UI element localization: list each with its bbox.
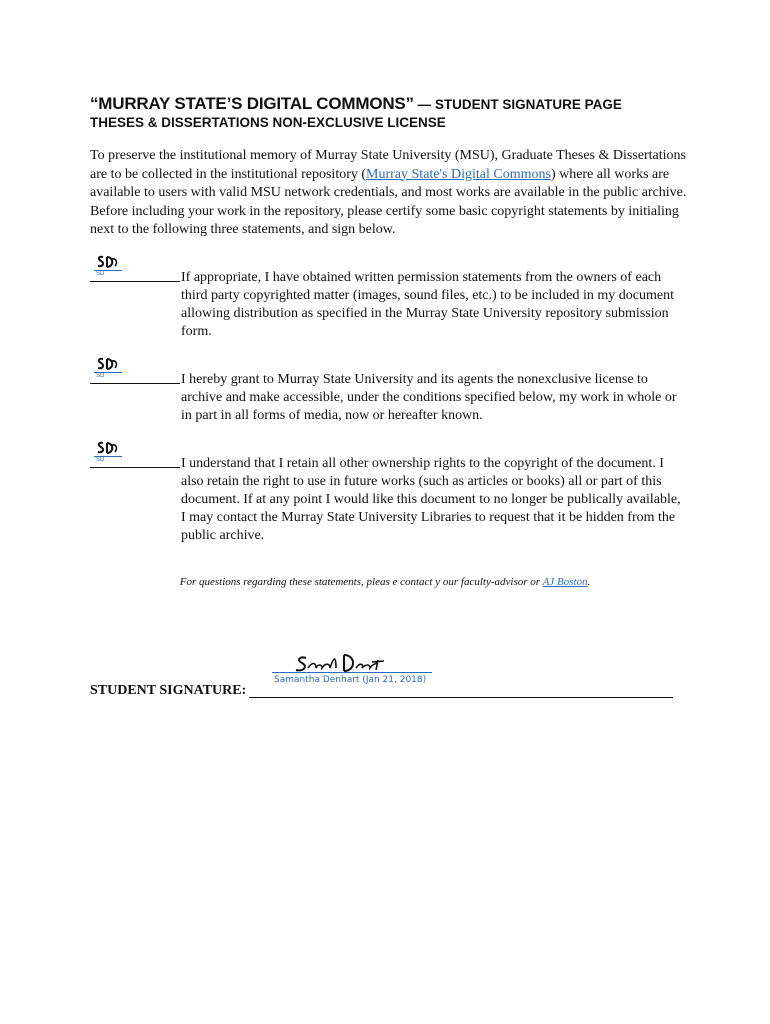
initials-text: SD [96,457,105,463]
page-title [90,94,710,114]
initials-mark-icon [94,356,122,372]
initials-field-2[interactable] [90,356,182,386]
intro-text-after: ) where all works are available to users with valid MSU network credentials, and most works are available in the public archive. Before including your work in the repository, please certify some basic copyright statements by initialing next to the following three statements, and sign below. [90,166,687,237]
intro-text-before: To preserve the institutional memory of Murray State University (MSU), Graduate Theses & Dissertations are to be collected in the institutional repository ( [90,148,686,182]
title-sub: — STUDENT SIGNATURE PAGE [413,97,622,112]
initials-text: SD [96,373,105,379]
page-subtitle: THESES & DISSERTATIONS NON-EXCLUSIVE LICENSE [90,115,446,130]
initials-mark-icon [94,440,122,456]
initials-field-1[interactable] [90,254,182,284]
title-main: “MURRAY STATE’S DIGITAL COMMONS” [90,94,414,113]
questions-note [0,576,770,588]
digital-commons-link[interactable]: Murray State's Digital Commons [366,166,551,182]
statement-3: I understand that I retain all other ownership rights to the copyright of the document. I also retain the right to use in future works (such as articles or books) all or part of this document. If at any point I would like this document to no longer be publically available, I may contact the Murray State University Libraries to request that it be hidden from the public archive. [181,456,681,543]
questions-note-text: For questions regarding these statements, pleas e contact y our faculty-advisor or [179,576,543,588]
aj-boston-link[interactable]: AJ Boston [542,576,588,588]
statement-1: If appropriate, I have obtained written permission statements from the owners of each third party copyrighted matter (images, sound files, etc.) to be included in my document allowing distribution as specified in the Murray State University repository submission form. [181,270,674,339]
statement-2: I hereby grant to Murray State University and its agents the nonexclusive license to archive and make accessible, under the conditions specified below, my work in whole or in part in all forms of media, now or hereafter known. [181,372,677,423]
student-signature-label: STUDENT SIGNATURE: [90,683,247,698]
intro-paragraph [90,147,690,240]
signature-line [272,672,432,673]
initial-blank-line [90,467,180,468]
initials-mark-icon [94,254,122,270]
initials-text: SD [96,271,105,277]
questions-note-end: . [587,576,591,588]
initial-blank-line [90,383,180,384]
signature-field[interactable] [249,697,673,698]
initials-field-3[interactable] [90,440,182,470]
initial-blank-line [90,281,180,282]
signature-caption: Samantha Denhart (Jan 21, 2018) [274,675,427,685]
